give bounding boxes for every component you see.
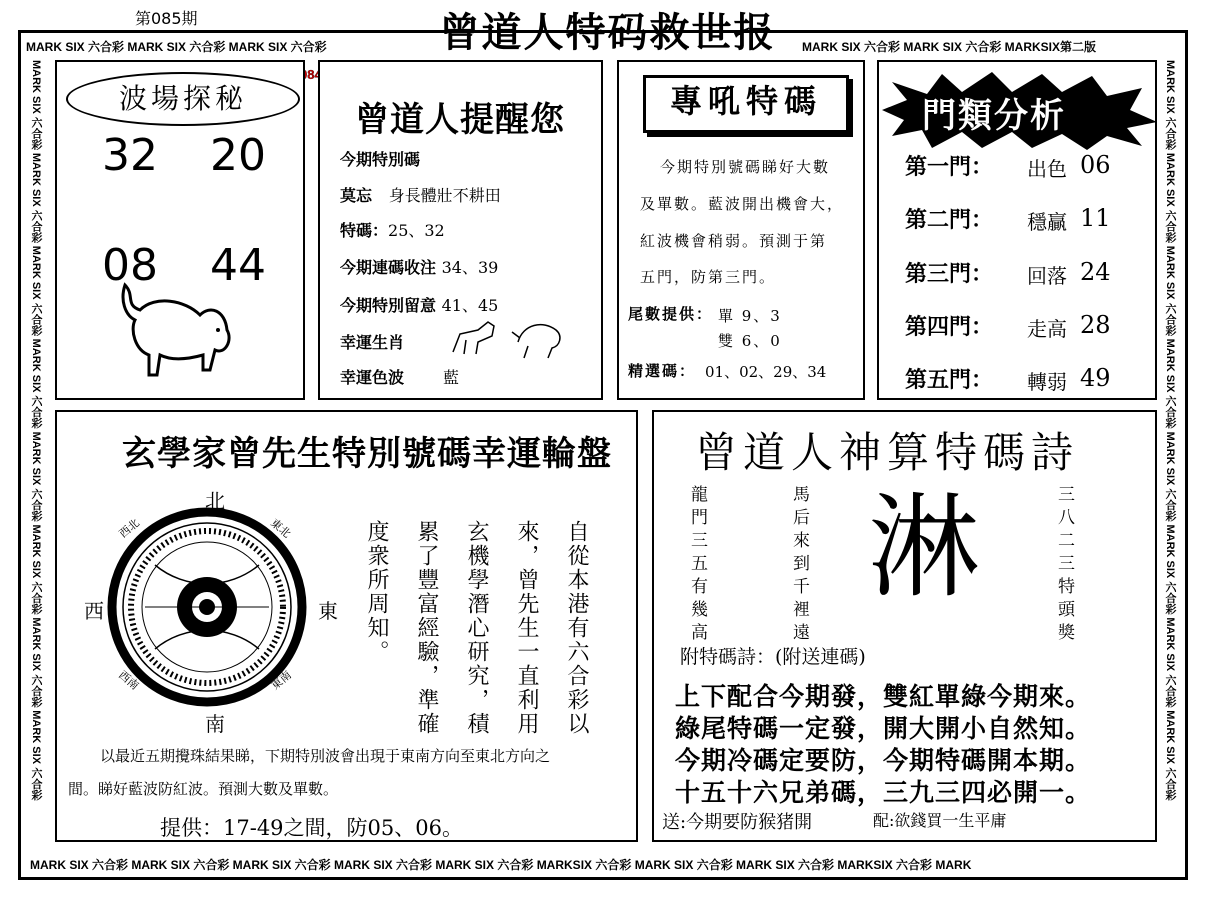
- wheel-text-column: 玄機學潛心研究，積: [464, 520, 489, 736]
- men-word: 走高: [1027, 317, 1067, 341]
- men-row: 第五門：: [905, 367, 994, 393]
- tail-double: 雙 6、0: [718, 332, 782, 350]
- men-word: 轉弱: [1027, 370, 1067, 394]
- reminder-line: [340, 255, 498, 278]
- reminder-label: 今期連碼收注: [340, 258, 437, 277]
- reminder-line: [340, 183, 501, 206]
- wheel-text-column: 度衆所周知。: [364, 520, 389, 664]
- top-strip-left: MARK SIX 六合彩 MARK SIX 六合彩 MARK SIX 六合彩: [26, 40, 327, 54]
- wheel-text-column: 來，曾先生一直利用: [514, 520, 539, 736]
- direction-south: 南: [205, 712, 225, 736]
- wheel-text-column: 自從本港有六合彩以: [564, 520, 589, 736]
- poem-column: 龍門三五有幾高: [687, 485, 707, 646]
- bottom-strip: MARK SIX 六合彩 MARK SIX 六合彩 MARK SIX 六合彩 MARK SIX 六合彩 MARK SIX 六合彩 MARKSIX 六合彩 MARK SIX 六合彩 MARK SIX 六合彩 MARKSIX 六合彩 MARK: [30, 858, 972, 872]
- poem-column: 三八二三特頭獎: [1054, 485, 1074, 646]
- poem-line: 十五十六兄弟碼，三九三四必開一。: [675, 778, 1092, 807]
- men-row: 第一門：: [905, 154, 994, 180]
- men-word: 出色: [1027, 157, 1067, 181]
- men-number: 49: [1080, 364, 1111, 392]
- direction-west: 西: [84, 599, 104, 623]
- wave-number: 20: [210, 130, 266, 181]
- issue-number: 第085期: [135, 9, 198, 28]
- wheel-provide: 提供：17-49之間，防05、06。: [160, 816, 463, 840]
- reminder-label: 幸運色波: [340, 368, 405, 387]
- men-title: 門類分析: [922, 96, 1066, 136]
- men-row: 第二門：: [905, 207, 994, 233]
- wheel-title: 玄學家曾先生特別號碼幸運輪盤: [122, 434, 612, 474]
- reminder-line: 今期特別碼: [340, 150, 421, 169]
- poem-line: 上下配合今期發，雙紅單綠今期來。: [675, 682, 1092, 711]
- wave-number: 32: [102, 130, 158, 181]
- reminder-label: 特碼：: [340, 221, 389, 240]
- men-word: 穩贏: [1027, 210, 1067, 234]
- direction-sw: 西南: [116, 668, 142, 693]
- men-number: 11: [1080, 204, 1111, 232]
- reminder-line: [340, 365, 459, 388]
- zhuan-text: 紅波機會稍弱。預測于第: [640, 232, 828, 250]
- reminder-title: 曾道人提醒您: [355, 100, 565, 140]
- zhuan-title: 專吼特碼: [643, 75, 849, 133]
- direction-ne: 東北: [268, 516, 294, 541]
- main-title: 曾道人特码救世报: [439, 9, 776, 56]
- men-row: 第三門：: [905, 261, 994, 287]
- wheel-note: 間。睇好藍波防紅波。預測大數及單數。: [68, 780, 339, 798]
- reminder-label: 今期特別留意: [340, 296, 437, 315]
- select-label: 精選碼：: [628, 362, 697, 380]
- men-number: 28: [1080, 311, 1111, 339]
- wave-number: 44: [210, 240, 266, 291]
- reminder-value: 藍: [443, 368, 460, 387]
- select-value: 01、02、29、34: [705, 363, 827, 381]
- poem-line: 今期冷碼定要防，今期特碼開本期。: [675, 746, 1092, 775]
- reminder-value: 34、39: [441, 258, 499, 277]
- poem-pair: 配:欲錢買一生平庸: [873, 811, 1007, 830]
- direction-nw: 西北: [116, 516, 142, 541]
- poem-send: 送:今期要防猴猪開: [662, 812, 813, 833]
- poem-subtitle: 附特碼詩：(附送連碼): [680, 646, 866, 668]
- reminder-line: [340, 218, 445, 241]
- direction-se: 東南: [268, 668, 294, 693]
- direction-north: 北: [205, 489, 225, 513]
- men-number: 24: [1080, 258, 1111, 286]
- tail-label: 尾數提供：: [628, 305, 714, 323]
- poem-big-character: 淋: [868, 483, 980, 613]
- zodiac-illustration: [448, 312, 568, 360]
- wave-title: 波場探秘: [66, 72, 300, 126]
- right-strip: MARK SIX 六合彩 MARK SIX 六合彩 MARK SIX 六合彩 MARK SIX 六合彩 MARK SIX 六合彩 MARK SIX 六合彩 MARK SIX 六合彩 MARK SIX 六合彩: [1164, 60, 1176, 801]
- reminder-label: 莫忘: [340, 186, 373, 205]
- men-row: 第四門：: [905, 314, 994, 340]
- reminder-value: 41、45: [441, 296, 499, 315]
- men-word: 回落: [1027, 264, 1067, 288]
- poem-title: 曾道人神算特碼詩: [695, 428, 1080, 477]
- direction-east: 東: [318, 599, 338, 623]
- poem-line: 綠尾特碼一定發，開大開小自然知。: [675, 714, 1092, 743]
- poem-column: 馬后來到千裡遠: [789, 485, 809, 646]
- top-strip-right: MARK SIX 六合彩 MARK SIX 六合彩 MARKSIX第二版: [802, 40, 1097, 54]
- ox-illustration: [115, 275, 240, 390]
- reminder-value: 身長體壯不耕田: [388, 186, 501, 205]
- wave-number: 08: [102, 240, 158, 291]
- wheel-note: 以最近五期攪珠結果睇，下期特別波會出現于東南方向至東北方向之: [100, 747, 551, 765]
- tail-single: 單 9、3: [718, 307, 782, 325]
- wheel-text-column: 累了豐富經驗，準確: [414, 520, 439, 736]
- zhuan-text: 今期特別號碼睇好大數: [660, 158, 831, 176]
- zhuan-text: 五門，防第三門。: [640, 268, 777, 286]
- reminder-line: 幸運生肖: [340, 333, 405, 352]
- left-strip: MARK SIX 六合彩 MARK SIX 六合彩 MARK SIX 六合彩 MARK SIX 六合彩 MARK SIX 六合彩 MARK SIX 六合彩 MARK SIX 六合彩 MARK SIX 六合彩: [30, 60, 42, 801]
- men-number: 06: [1080, 151, 1111, 179]
- reminder-value: 25、32: [388, 221, 445, 240]
- zhuan-text: 及單數。藍波開出機會大，: [640, 195, 845, 213]
